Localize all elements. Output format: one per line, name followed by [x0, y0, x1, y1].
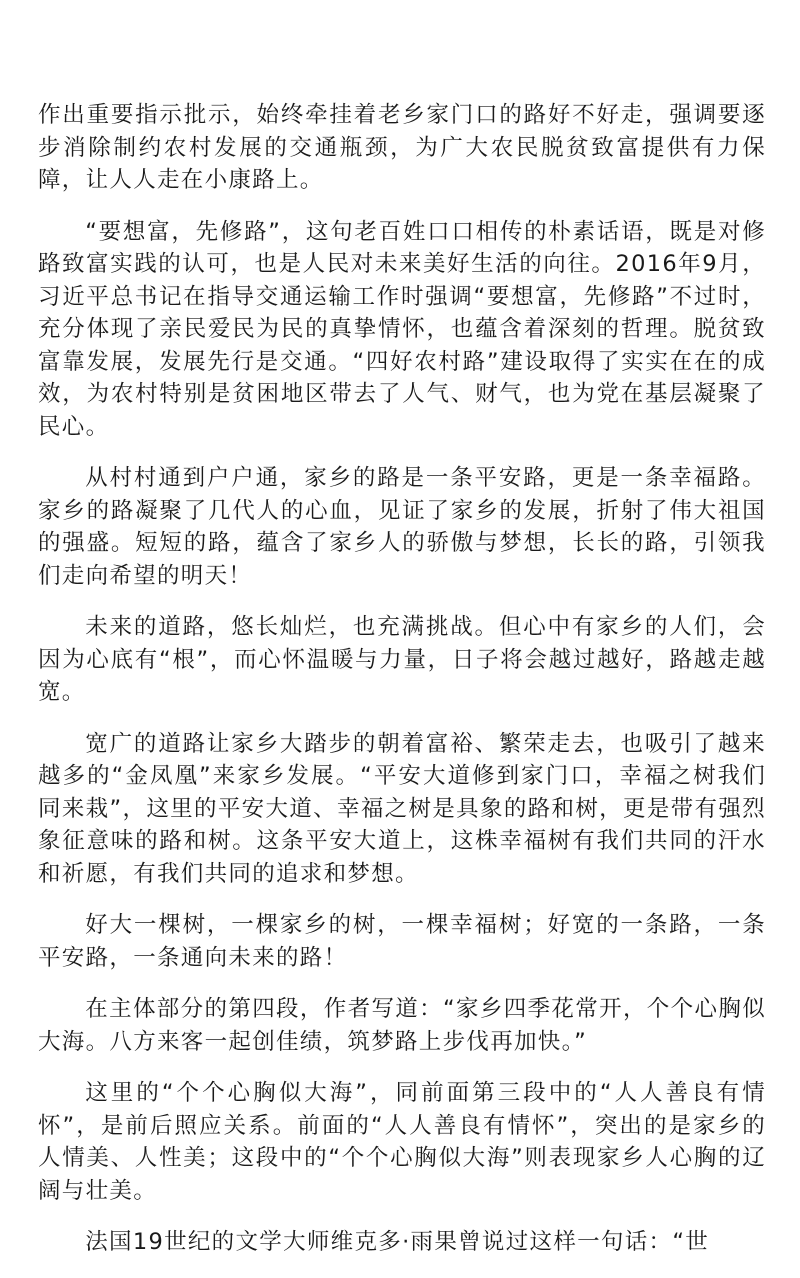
paragraph-5: 宽广的道路让家乡大踏步的朝着富裕、繁荣走去，也吸引了越来越多的“金凤凰”来家乡发展。“平安大道修到家门口，幸福之树我们同来栽”，这里的平安大道、幸福之树是具象的路和树，更是带有强烈象征意味的路和树。这条平安大道上，这株幸福树有我们共同的汗水和祈愿，有我们共同的追求和梦想。 [38, 730, 766, 887]
paragraph-8: 这里的“个个心胸似大海”，同前面第三段中的“人人善良有情怀”，是前后照应关系。前面的“人人善良有情怀”，突出的是家乡的人情美、人性美；这段中的“个个心胸似大海”则表现家乡人心胸的辽阔与壮美。 [38, 1080, 766, 1204]
document-page [38, 99, 766, 1278]
paragraph-1: 作出重要指示批示，始终牵挂着老乡家门口的路好不好走，强调要逐步消除制约农村发展的交通瓶颈，为广大农民脱贫致富提供有力保障，让人人走在小康路上。 [38, 102, 766, 193]
paragraph-6: 好大一棵树，一棵家乡的树，一棵幸福树；好宽的一条路，一条平安路，一条通向未来的路！ [38, 912, 766, 971]
paragraph-3: 从村村通到户户通，家乡的路是一条平安路，更是一条幸福路。家乡的路凝聚了几代人的心血，见证了家乡的发展，折射了伟大祖国的强盛。短短的路，蕴含了家乡人的骄傲与梦想，长长的路，引领我们走向希望的明天！ [38, 465, 766, 589]
paragraph-2: “要想富，先修路”，这句老百姓口口相传的朴素话语，既是对修路致富实践的认可，也是人民对未来美好生活的向往。2016年9月，习近平总书记在指导交通运输工作时强调“要想富，先修路”不过时，充分体现了亲民爱民为民的真挚情怀，也蕴含着深刻的哲理。脱贫致富靠发展，发展先行是交通。“四好农村路”建设取得了实实在在的成效，为农村特别是贫困地区带去了人气、财气，也为党在基层凝聚了民心。 [38, 218, 766, 440]
paragraph-4: 未来的道路，悠长灿烂，也充满挑战。但心中有家乡的人们，会因为心底有“根”，而心怀温暖与力量，日子将会越过越好，路越走越宽。 [38, 614, 766, 705]
paragraph-9: 法国19世纪的文学大师维克多·雨果曾说过这样一句话：“世 [85, 1229, 710, 1255]
paragraph-7: 在主体部分的第四段，作者写道：“家乡四季花常开，个个心胸似大海。八方来客一起创佳绩，筑梦路上步伐再加快。” [38, 996, 766, 1055]
